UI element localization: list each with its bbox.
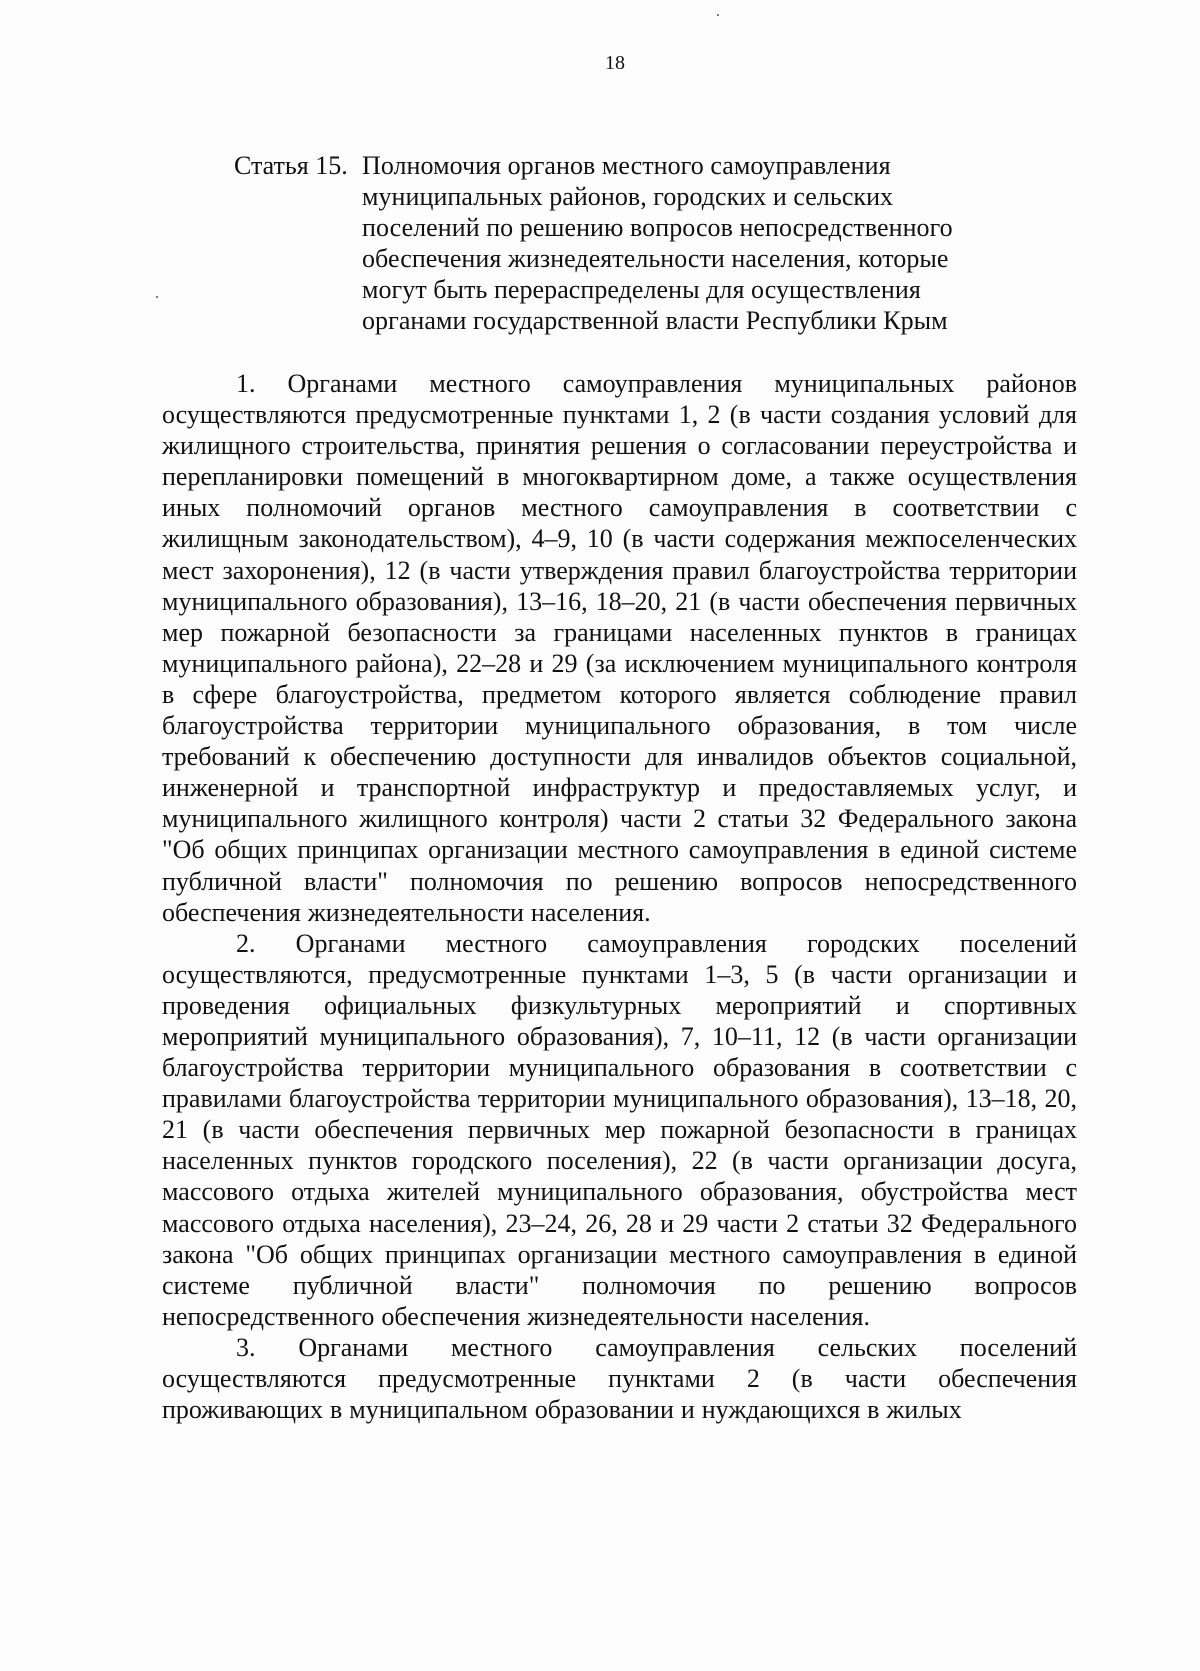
article-title: Полномочия органов местного самоуправления муниципальных районов, городских и сельских поселений по решению вопросов непосредственного обеспечения жизнедеятельности населения, которые могут быть перераспределены для осуществления органами государственной власти Республики Крым [362,151,953,335]
paragraph-3: 3. Органами местного самоуправления сельских поселений осуществляются предусмотренные пунктами 2 (в части обеспечения проживающих в муниципальном образовании и нуждающихся в жилых [162,1332,1077,1425]
article-body [162,368,1077,1425]
article-heading [234,150,1014,336]
article-label: Статья 15. [234,151,348,180]
paragraph-2: 2. Органами местного самоуправления городских поселений осуществляются, предусмотренные пунктами 1–3, 5 (в части организации и проведения официальных физкультурных мероприятий и спортивных мероприятий муниципального образования), 7, 10–11, 12 (в части организации благоустройства территории муниципального образования в соответствии с правилами благоустройства территории муниципального образования), 13–18, 20, 21 (в части обеспечения первичных мер пожарной безопасности в границах населенных пунктов городского поселения), 22 (в части организации досуга, массового отдыха жителей муниципального образования, обустройства мест массового отдыха населения), 23–24, 26, 28 и 29 части 2 статьи 32 Федерального закона "Об общих принципах организации местного самоуправления в единой системе публичной власти" полномочия по решению вопросов непосредственного обеспечения жизнедеятельности населения. [162,928,1077,1331]
page-number: 18 [605,52,625,74]
scan-speck [717,14,719,16]
scan-speck [156,296,158,298]
paragraph-1: 1. Органами местного самоуправления муниципальных районов осуществляются предусмотренные пунктами 1, 2 (в части создания условий для жилищного строительства, принятия решения о согласовании переустройства и перепланировки помещений в многоквартирном доме, а также осуществления иных полномочий органов местного самоуправления в соответствии с жилищным законодательством), 4–9, 10 (в части содержания межпоселенческих мест захоронения), 12 (в части утверждения правил благоустройства территории муниципального образования), 13–16, 18–20, 21 (в части обеспечения первичных мер пожарной безопасности за границами населенных пунктов в границах муниципального района), 22–28 и 29 (за исключением муниципального контроля в сфере благоустройства, предметом которого является соблюдение правил благоустройства территории муниципального образования, в том числе требований к обеспечению доступности для инвалидов объектов социальной, инженерной и транспортной инфраструктур и предоставляемых услуг, и муниципального жилищного контроля) части 2 статьи 32 Федерального закона "Об общих принципах организации местного самоуправления в единой системе публичной власти" полномочия по решению вопросов непосредственного обеспечения жизнедеятельности населения. [162,369,1077,927]
